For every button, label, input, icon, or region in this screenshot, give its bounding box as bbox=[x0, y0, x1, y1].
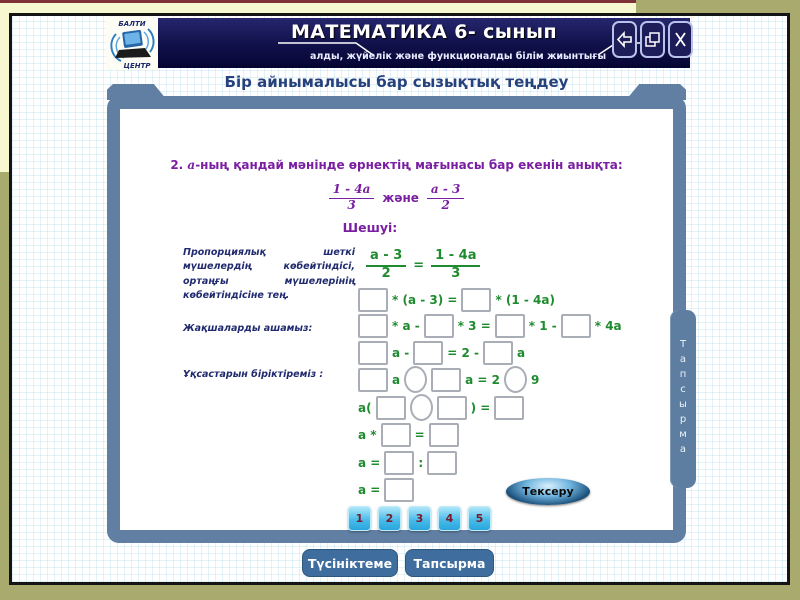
problem-text: -ның қандай мәнінде өрнектің мағынасы бар екенін анықта: bbox=[195, 158, 623, 172]
step-row bbox=[358, 314, 622, 338]
step-row bbox=[358, 341, 525, 365]
fraction-2-denominator: 2 bbox=[441, 197, 450, 212]
answer-box[interactable] bbox=[424, 314, 454, 338]
math-text: а = bbox=[358, 456, 381, 470]
page-button-2[interactable]: 2 bbox=[378, 506, 401, 531]
restore-icon bbox=[644, 31, 661, 48]
answer-box[interactable] bbox=[429, 423, 459, 447]
check-button[interactable]: Тексеру bbox=[506, 478, 590, 505]
note-combine-like: Ұқсастарын біріктіреміз : bbox=[183, 369, 324, 380]
window-controls bbox=[612, 21, 693, 58]
close-button[interactable] bbox=[668, 21, 693, 58]
and-label: және bbox=[382, 190, 419, 205]
math-text: * 1 - bbox=[528, 319, 557, 333]
answer-box[interactable] bbox=[431, 368, 461, 392]
page-button-3[interactable]: 3 bbox=[408, 506, 431, 531]
logo-image bbox=[106, 16, 158, 70]
answer-oval[interactable] bbox=[404, 366, 427, 393]
header-subtitle: алды, жүйелік және функционалды білім жиынтығы bbox=[309, 51, 607, 62]
fraction-1 bbox=[329, 183, 375, 213]
answer-box[interactable] bbox=[413, 341, 443, 365]
equals-sign: = bbox=[413, 257, 425, 273]
answer-box[interactable] bbox=[427, 451, 457, 475]
restore-button[interactable] bbox=[640, 21, 665, 58]
logo-text-bottom: ЦЕНТР bbox=[123, 62, 151, 70]
answer-box[interactable] bbox=[495, 314, 525, 338]
explanation-button[interactable]: Түсініктеме bbox=[302, 549, 398, 577]
back-button[interactable] bbox=[612, 21, 637, 58]
math-text: * (a - 3) = bbox=[392, 293, 458, 307]
step-row bbox=[358, 478, 414, 502]
answer-box[interactable] bbox=[358, 341, 388, 365]
note-open-brackets: Жақшаларды ашамыз: bbox=[183, 323, 313, 334]
app-title: МАТЕМАТИКА 6- сынып bbox=[290, 21, 558, 43]
rhs-numerator: 1 - 4a bbox=[431, 249, 480, 267]
problem-number: 2. bbox=[170, 158, 184, 172]
page-number-buttons bbox=[348, 506, 491, 531]
problem-variable: а bbox=[187, 158, 196, 172]
logo bbox=[106, 16, 158, 70]
math-text: * a - bbox=[392, 319, 420, 333]
page-button-4[interactable]: 4 bbox=[438, 506, 461, 531]
page-button-1[interactable]: 1 bbox=[348, 506, 371, 531]
top-accent-line bbox=[0, 0, 636, 3]
rhs-denominator: 3 bbox=[451, 265, 461, 281]
solution-label: Шешуі: bbox=[342, 220, 398, 235]
step-row bbox=[358, 451, 457, 475]
equation-rhs bbox=[431, 249, 480, 282]
math-text: a bbox=[392, 372, 401, 387]
answer-box[interactable] bbox=[358, 314, 388, 338]
answer-box[interactable] bbox=[376, 396, 406, 420]
lhs-denominator: 2 bbox=[381, 265, 391, 281]
lhs-numerator: a - 3 bbox=[366, 249, 406, 267]
answer-box[interactable] bbox=[381, 423, 411, 447]
math-text: а * bbox=[358, 428, 377, 442]
answer-box[interactable] bbox=[461, 288, 491, 312]
math-text: а( bbox=[358, 400, 372, 415]
answer-box[interactable] bbox=[494, 396, 524, 420]
back-arrow-icon bbox=[616, 31, 633, 48]
math-text: a = 2 bbox=[465, 372, 500, 387]
logo-text-top: БАЛТИ bbox=[118, 20, 146, 28]
answer-box[interactable] bbox=[384, 451, 414, 475]
math-text: * 4a bbox=[594, 319, 622, 333]
math-text: a - bbox=[392, 346, 410, 360]
math-text: а = bbox=[358, 483, 381, 497]
fraction-2-numerator: а - 3 bbox=[427, 183, 464, 199]
proportion-equation bbox=[366, 249, 480, 282]
answer-box[interactable] bbox=[483, 341, 513, 365]
step-row bbox=[358, 366, 539, 393]
answer-box[interactable] bbox=[358, 368, 388, 392]
math-text: = 2 - bbox=[447, 346, 480, 360]
step-row bbox=[358, 394, 524, 421]
close-icon bbox=[672, 31, 689, 48]
answer-box[interactable] bbox=[358, 288, 388, 312]
math-text: * 3 = bbox=[457, 319, 491, 333]
note-proportion: Пропорциялық шеткі мүшелердің көбейтіндісі, ортаңғы мүшелерінің көбейтіндісіне тең. bbox=[183, 247, 355, 301]
answer-box[interactable] bbox=[437, 396, 467, 420]
equation-lhs bbox=[366, 249, 406, 282]
page-title: Бір айнымалысы бар сызықтық теңдеу bbox=[224, 73, 569, 91]
math-text: ) = bbox=[470, 400, 491, 415]
side-tab-task[interactable]: Тапсырма bbox=[670, 310, 696, 488]
page-button-5[interactable]: 5 bbox=[468, 506, 491, 531]
math-text: : bbox=[418, 456, 424, 470]
header-bar bbox=[158, 18, 690, 68]
answer-box[interactable] bbox=[384, 478, 414, 502]
fraction-2 bbox=[427, 183, 464, 213]
fraction-1-numerator: 1 - 4а bbox=[329, 183, 375, 199]
step-row bbox=[358, 288, 555, 312]
problem-fractions bbox=[120, 183, 673, 213]
math-text: a bbox=[517, 346, 526, 360]
answer-oval[interactable] bbox=[504, 366, 527, 393]
math-text: * (1 - 4a) bbox=[495, 293, 555, 307]
step-row bbox=[358, 423, 459, 447]
answer-oval[interactable] bbox=[410, 394, 433, 421]
fraction-1-denominator: 3 bbox=[347, 197, 356, 212]
problem-statement bbox=[120, 158, 673, 172]
math-text: 9 bbox=[530, 372, 540, 387]
answer-box[interactable] bbox=[561, 314, 591, 338]
math-text: = bbox=[414, 428, 425, 442]
task-button[interactable]: Тапсырма bbox=[405, 549, 494, 577]
